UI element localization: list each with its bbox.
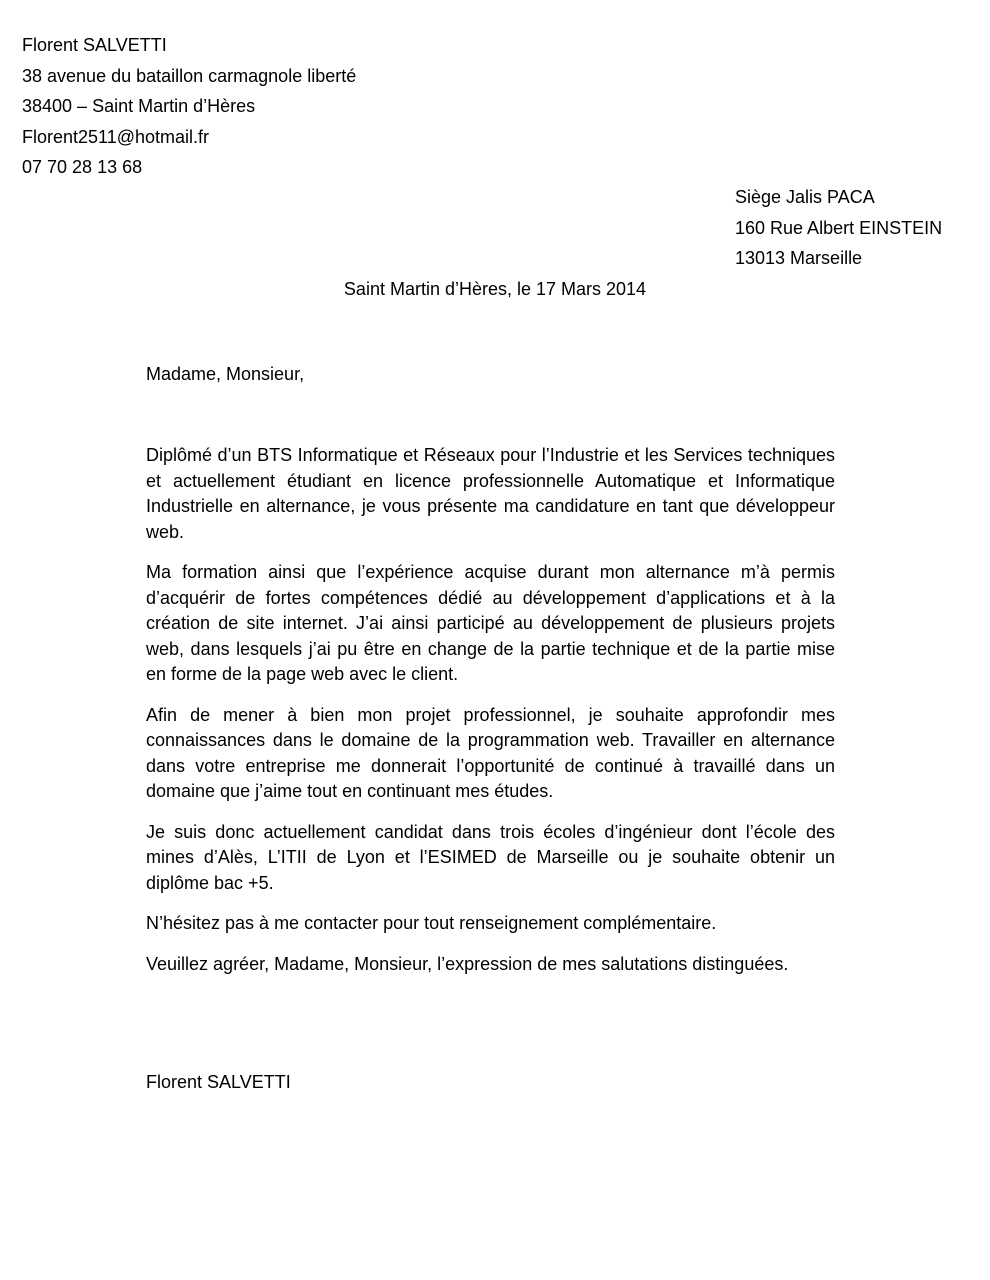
paragraph-experience: Ma formation ainsi que l’expérience acquise durant mon alternance m’à permis d’acquérir de fortes compétences dédié au développement d’applications et à la création de site internet. J’ai ainsi participé au développement de plusieurs projets web, dans lesquels j’ai pu être en change de la partie technique et de la partie mise en forme de la page web avec le client.	[146, 562, 835, 684]
sender-email: Florent2511@hotmail.fr	[22, 126, 210, 147]
sender-city: 38400 – Saint Martin d’Hères	[22, 96, 256, 116]
paragraph-schools: Je suis donc actuellement candidat dans trois écoles d’ingénieur dont l’école des mines d’Alès, L’ITII de Lyon et l’ESIMED de Marseille ou je souhaite obtenir un diplôme bac +5.	[146, 821, 835, 893]
recipient-city: 13013 Marseille	[735, 248, 863, 268]
recipient-street: 160 Rue Albert EINSTEIN	[735, 217, 943, 238]
place-and-date: Saint Martin d’Hères, le 17 Mars 2014	[343, 279, 647, 299]
recipient-name: Siège Jalis PACA	[735, 187, 875, 207]
letter-body	[146, 443, 835, 992]
recipient-address-block	[735, 184, 942, 276]
sender-phone: 07 70 28 13 68	[22, 157, 143, 177]
sender-street: 38 avenue du bataillon carmagnole liberté	[22, 65, 357, 86]
sender-address-block	[22, 32, 356, 185]
salutation: Madame, Monsieur,	[146, 364, 305, 384]
signature: Florent SALVETTI	[146, 1072, 291, 1092]
paragraph-closing: Veuillez agréer, Madame, Monsieur, l’expression de mes salutations distinguées.	[146, 953, 789, 974]
sender-name: Florent SALVETTI	[22, 35, 167, 55]
paragraph-contact: N’hésitez pas à me contacter pour tout renseignement complémentaire.	[146, 913, 717, 933]
paragraph-intro: Diplômé d’un BTS Informatique et Réseaux pour l’Industrie et les Services techniques et actuellement étudiant en licence professionnelle Automatique et Informatique Industrielle en alternance, je vous présente ma candidature en tant que développeur web.	[146, 445, 835, 542]
paragraph-project: Afin de mener à bien mon projet professionnel, je souhaite approfondir mes connaissances dans le domaine de la programmation web. Travailler en alternance dans votre entreprise me donnerait l’opportunité de continué à travaillé dans un domaine que j’aime tout en continuant mes études.	[146, 704, 835, 801]
